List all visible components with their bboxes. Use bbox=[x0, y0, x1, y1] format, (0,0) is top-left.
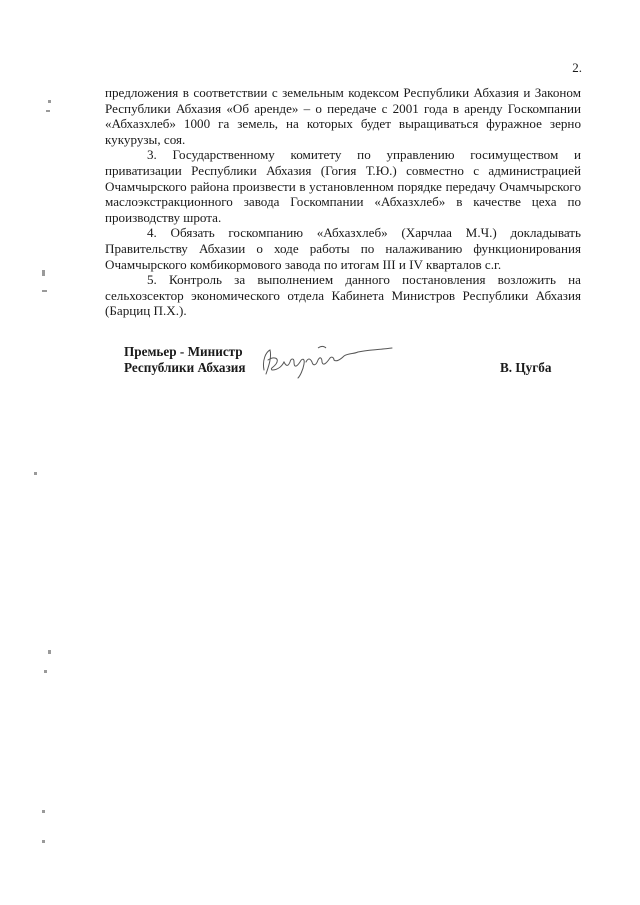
paragraph-continuation: предложения в соответствии с земельным кодексом Республики Абхазия и Законом Республики Абхазия «Об аренде» – о передаче с 2001 года в аренду Госкомпании «Абхазхлеб» 1000 га земель, на которых будет выращиваться фуражное зерно кукурузы, соя. bbox=[105, 85, 581, 147]
handwritten-signature bbox=[258, 340, 398, 380]
scan-artifact bbox=[42, 810, 45, 813]
scan-artifact bbox=[42, 270, 45, 276]
scan-artifact bbox=[34, 472, 37, 475]
paragraph-item-5: 5. Контроль за выполнением данного постановления возложить на сельхозсектор экономического отдела Кабинета Министров Республики Абхазия (Барциц П.Х.). bbox=[105, 272, 581, 319]
paragraph-item-3: 3. Государственному комитету по управлению госимуществом и приватизации Республики Абхазия (Гогия Т.Ю.) совместно с администрацией Очамчырского района произвести в установленном порядке передачу Очамчырского маслоэкстракционного завода Госкомпании «Абхазхлеб» в качестве цеха по производству шрота. bbox=[105, 147, 581, 225]
paragraph-item-4: 4. Обязать госкомпанию «Абхазхлеб» (Харчлаа М.Ч.) докладывать Правительству Абхазии о ходе работы по налаживанию функционирования Очамчырского комбикормового завода по итогам III и IV кварталов с.г. bbox=[105, 225, 581, 272]
scan-artifact bbox=[48, 650, 51, 654]
scan-artifact bbox=[42, 290, 47, 292]
signatory-name: В. Цугба bbox=[500, 360, 552, 375]
scan-artifact bbox=[48, 100, 51, 103]
page-number: 2. bbox=[572, 60, 582, 75]
scan-artifact bbox=[46, 110, 50, 112]
document-body bbox=[105, 85, 581, 319]
scan-artifact bbox=[44, 670, 47, 673]
signatory-title bbox=[124, 344, 246, 375]
scan-artifact bbox=[42, 840, 45, 843]
signatory-title-line1: Премьер - Министр bbox=[124, 344, 243, 359]
signatory-title-line2: Республики Абхазия bbox=[124, 359, 246, 375]
